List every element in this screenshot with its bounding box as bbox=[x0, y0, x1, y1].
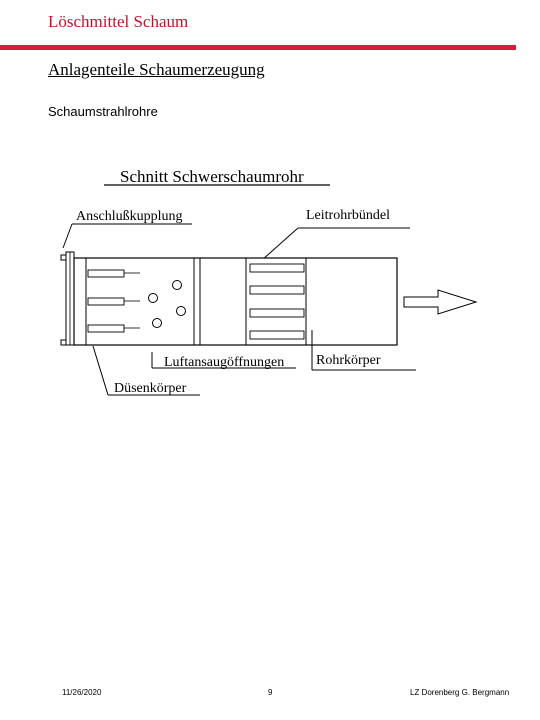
label-tube-body: Rohrkörper bbox=[316, 353, 381, 368]
leader-guide-tubes-diag bbox=[262, 228, 298, 260]
section-heading: Anlagenteile Schaumerzeugung bbox=[48, 60, 265, 79]
guide-tube bbox=[250, 331, 304, 339]
section-subheading: Schaumstrahlrohre bbox=[48, 104, 158, 119]
nozzle-1 bbox=[88, 270, 124, 277]
footer-organization: LZ Dorenberg G. Bergmann bbox=[410, 688, 510, 697]
leader-coupling-diag bbox=[63, 224, 72, 248]
leader-nozzle-body-diag bbox=[93, 346, 108, 395]
coupling-pin-top bbox=[61, 255, 66, 260]
label-guide-tubes: Leitrohrbündel bbox=[306, 208, 390, 223]
slide-title: Löschmittel Schaum bbox=[48, 12, 189, 31]
footer-date: 11/26/2020 bbox=[62, 688, 102, 697]
foam-tube-cross-section-diagram bbox=[0, 150, 540, 410]
footer-page-number: 9 bbox=[268, 688, 273, 697]
air-intake-opening bbox=[153, 319, 162, 328]
flow-direction-arrow-icon bbox=[404, 290, 476, 314]
air-intake-opening bbox=[177, 307, 186, 316]
label-coupling: Anschlußkupplung bbox=[76, 209, 183, 224]
nozzle-3 bbox=[88, 325, 124, 332]
diagram-title: Schnitt Schwerschaumrohr bbox=[120, 167, 304, 186]
title-divider bbox=[0, 45, 516, 50]
guide-tube bbox=[250, 286, 304, 294]
coupling-pin-bottom bbox=[61, 340, 66, 345]
air-intake-opening bbox=[149, 294, 158, 303]
nozzle-2 bbox=[88, 298, 124, 305]
air-intake-opening bbox=[173, 281, 182, 290]
label-air-intake: Luftansaugöffnungen bbox=[164, 355, 285, 370]
guide-tube bbox=[250, 264, 304, 272]
guide-tube bbox=[250, 309, 304, 317]
label-nozzle-body: Düsenkörper bbox=[114, 381, 187, 396]
